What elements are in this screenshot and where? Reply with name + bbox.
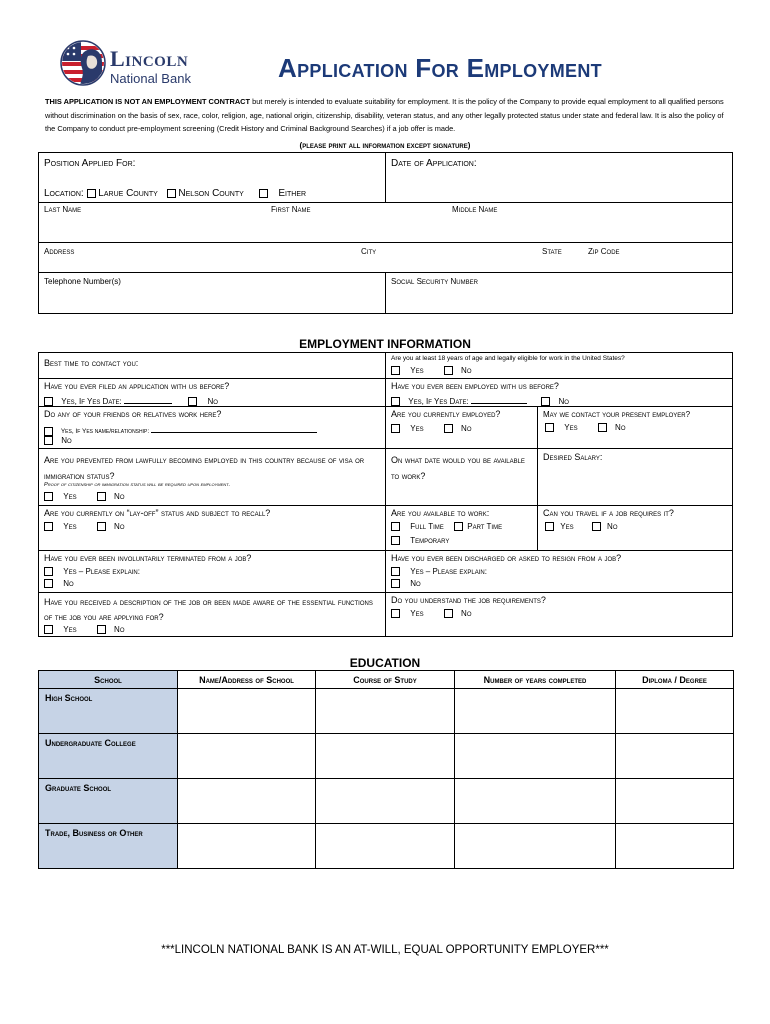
received-yes-checkbox[interactable] [44, 625, 53, 634]
filed-yes-label: Yes, If Yes Date: [61, 397, 122, 406]
layoff-no-label: No [114, 522, 125, 531]
prevented-no-label: No [114, 492, 125, 501]
position-applied-label[interactable]: Position Applied For: [44, 158, 136, 169]
zip-label[interactable]: Zip Code [588, 247, 620, 256]
prevented-question: Are you prevented from lawfully becoming employed in this country because of visa or immigration status? [44, 455, 365, 481]
edu-row-label: Graduate School [39, 779, 178, 824]
edu-header-school: School [39, 671, 178, 689]
edu-cell[interactable] [455, 779, 616, 824]
edu-row-high-school [39, 689, 734, 734]
print-note: (please print all information except signature) [299, 141, 471, 150]
understand-no-checkbox[interactable] [444, 609, 453, 618]
received-no-label: No [114, 625, 125, 634]
layoff-yes-label: Yes [63, 522, 77, 531]
edu-row-undergraduate [39, 734, 734, 779]
employed-no-label: No [558, 397, 569, 406]
age-options [391, 366, 472, 375]
terminated-yes-checkbox[interactable] [44, 567, 53, 576]
discharged-yes-row [391, 567, 487, 576]
edu-row-label: Trade, Business or Other [39, 824, 178, 869]
either-checkbox[interactable] [259, 189, 268, 198]
intro-paragraph [45, 95, 725, 136]
may-contact-question: May we contact your present employer? [543, 410, 691, 419]
received-description-question: Have you received a description of the job or been made aware of the essential functions of the job you are applying for? [44, 597, 373, 622]
location-label: Location: [44, 188, 84, 199]
discharged-question: Have you ever been discharged or asked to resign from a job? [391, 553, 622, 563]
received-description-options [44, 625, 125, 634]
current-yes-label: Yes [410, 424, 424, 433]
terminated-no-label: No [63, 579, 74, 588]
travel-question: Can you travel if a job requires it? [543, 508, 674, 518]
edu-header-years: Number of years completed [455, 671, 616, 689]
footer-statement: ***LINCOLN NATIONAL BANK IS AN AT-WILL, EQUAL OPPORTUNITY EMPLOYER*** [161, 944, 609, 956]
employment-section-title: EMPLOYMENT INFORMATION [299, 337, 471, 351]
available-to-work-options [391, 522, 502, 531]
travel-yes-checkbox[interactable] [545, 522, 554, 531]
layoff-question: Are you currently on “lay-off” status and subject to recall? [44, 508, 271, 518]
temporary-checkbox[interactable] [391, 536, 400, 545]
contact-yes-label: Yes [564, 423, 578, 432]
address-label[interactable]: Address [44, 247, 75, 256]
intro-text: but merely is intended to evaluate suitability for employment. It is the policy of the Company to provide equal employment to all qualified persons without discrimination on the basis of sex, race, color, religion, age, national origin, citizenship, disability, veteran status, and any other legally protected status under state and federal law. It is also the policy of the Company to conduct pre-employment screening (Credit History and Criminal Background Searches) if a job offer is made. [45, 97, 724, 133]
edu-cell[interactable] [455, 689, 616, 734]
state-label[interactable]: State [542, 247, 562, 256]
contact-no-checkbox[interactable] [598, 423, 607, 432]
age-question: Are you at least 18 years of age and legally eligible for work in the United States? [391, 355, 625, 362]
employed-yes-checkbox[interactable] [391, 397, 400, 406]
last-name-label[interactable]: Last Name [44, 205, 82, 214]
logo-name: Lincoln [110, 46, 189, 71]
edu-row-label: High School [39, 689, 178, 734]
edu-header-name-address: Name/Address of School [178, 671, 316, 689]
available-date-question[interactable]: On what date would you be available to work? [391, 455, 525, 481]
temporary-label: Temporary [410, 536, 450, 545]
friends-yes-checkbox[interactable] [44, 427, 53, 436]
telephone-label[interactable]: Telephone Number(s) [44, 277, 121, 286]
edu-cell[interactable] [316, 824, 455, 869]
received-yes-label: Yes [63, 625, 77, 634]
middle-name-label[interactable]: Middle Name [452, 205, 498, 214]
edu-cell[interactable] [616, 824, 734, 869]
edu-row-graduate [39, 779, 734, 824]
layoff-options [44, 522, 125, 531]
edu-cell[interactable] [178, 779, 316, 824]
age-yes-label: Yes [410, 366, 424, 375]
part-time-checkbox[interactable] [454, 522, 463, 531]
page-title: Application For Employment [278, 53, 602, 83]
friends-question: Do any of your friends or relatives work here? [44, 409, 222, 419]
discharged-no-row [391, 579, 421, 588]
proof-note: Proof of citizenship or immigration status will be required upon employment. [44, 482, 231, 488]
friends-no-row [44, 436, 72, 445]
discharged-no-label: No [410, 579, 421, 588]
layoff-no-checkbox[interactable] [97, 522, 106, 531]
filed-date-line[interactable] [124, 395, 172, 404]
logo [58, 38, 108, 88]
understand-requirements-question: Do you understand the job requirements? [391, 595, 546, 605]
best-time-label[interactable]: Best time to contact you: [44, 358, 139, 368]
edu-cell[interactable] [178, 824, 316, 869]
part-time-label: Part Time [467, 522, 503, 531]
education-table [38, 670, 733, 868]
edu-cell[interactable] [455, 734, 616, 779]
city-label[interactable]: City [361, 247, 377, 256]
terminated-no-row [44, 579, 74, 588]
current-no-checkbox[interactable] [444, 424, 453, 433]
age-no-checkbox[interactable] [444, 366, 453, 375]
travel-no-checkbox[interactable] [592, 522, 601, 531]
friends-name-line[interactable] [151, 424, 317, 433]
understand-requirements-options [391, 609, 472, 618]
filed-no-checkbox[interactable] [188, 397, 197, 406]
lincoln-flag-logo-icon [58, 38, 108, 88]
date-of-application-label[interactable]: Date of Application: [391, 158, 477, 169]
prevented-options [44, 492, 125, 501]
edu-cell[interactable] [178, 689, 316, 734]
larue-label: Larue County [98, 188, 158, 199]
friends-yes-row [44, 424, 317, 436]
nelson-checkbox[interactable] [167, 189, 176, 198]
current-yes-checkbox[interactable] [391, 424, 400, 433]
location-row [44, 188, 306, 199]
employed-date-line[interactable] [471, 395, 527, 404]
terminated-yes-label: Yes – Please explain: [63, 567, 140, 576]
edu-header-diploma: Diploma / Degree [616, 671, 734, 689]
prevented-no-checkbox[interactable] [97, 492, 106, 501]
travel-yes-label: Yes [560, 522, 574, 531]
desired-salary-label[interactable]: Desired Salary: [543, 452, 603, 462]
education-section-title: EDUCATION [349, 656, 421, 670]
filed-no-label: No [207, 397, 218, 406]
larue-checkbox[interactable] [87, 189, 96, 198]
filed-before-options [44, 395, 218, 406]
edu-row-trade [39, 824, 734, 869]
temporary-option [391, 536, 449, 545]
edu-cell[interactable] [178, 734, 316, 779]
terminated-no-checkbox[interactable] [44, 579, 53, 588]
edu-cell[interactable] [616, 779, 734, 824]
age-yes-checkbox[interactable] [391, 366, 400, 375]
filed-yes-checkbox[interactable] [44, 397, 53, 406]
friends-no-label: No [61, 436, 72, 445]
edu-cell[interactable] [616, 734, 734, 779]
understand-no-label: No [461, 609, 472, 618]
either-label: Either [278, 188, 307, 199]
intro-bold: THIS APPLICATION IS NOT AN EMPLOYMENT CONTRACT [45, 97, 251, 106]
terminated-yes-row [44, 567, 140, 576]
employed-before-options [391, 395, 569, 406]
edu-cell[interactable] [316, 779, 455, 824]
current-no-label: No [461, 424, 472, 433]
prevented-yes-label: Yes [63, 492, 77, 501]
filed-before-question: Have you ever filed an application with us before? [44, 381, 230, 391]
edu-cell[interactable] [616, 689, 734, 734]
may-contact-options [545, 423, 626, 432]
employed-yes-label: Yes, If Yes Date: [408, 397, 469, 406]
discharged-yes-checkbox[interactable] [391, 567, 400, 576]
prevented-yes-checkbox[interactable] [44, 492, 53, 501]
edu-header-course: Course of Study [316, 671, 455, 689]
understand-yes-checkbox[interactable] [391, 609, 400, 618]
contact-yes-checkbox[interactable] [545, 423, 554, 432]
age-no-label: No [461, 366, 472, 375]
first-name-label[interactable]: First Name [271, 205, 311, 214]
edu-row-label: Undergraduate College [39, 734, 178, 779]
friends-yes-label: Yes, If Yes name/relationship: [60, 428, 150, 435]
currently-employed-question: Are you currently employed? [391, 409, 501, 419]
edu-cell[interactable] [316, 689, 455, 734]
logo-subtitle: National Bank [110, 71, 191, 86]
received-no-checkbox[interactable] [97, 625, 106, 634]
edu-cell[interactable] [455, 824, 616, 869]
layoff-yes-checkbox[interactable] [44, 522, 53, 531]
employed-before-question: Have you ever been employed with us before? [391, 381, 559, 391]
nelson-label: Nelson County [178, 188, 244, 199]
contact-no-label: No [615, 423, 626, 432]
friends-no-checkbox[interactable] [44, 436, 53, 445]
available-to-work-question: Are you available to work: [391, 508, 490, 518]
travel-no-label: No [607, 522, 618, 531]
full-time-label: Full Time [410, 522, 444, 531]
terminated-question: Have you ever been involuntarily terminated from a job? [44, 553, 252, 563]
discharged-no-checkbox[interactable] [391, 579, 400, 588]
currently-employed-options [391, 424, 472, 433]
discharged-yes-label: Yes – Please explain: [410, 567, 487, 576]
edu-cell[interactable] [316, 734, 455, 779]
travel-options [545, 522, 618, 531]
employed-no-checkbox[interactable] [541, 397, 550, 406]
ssn-label[interactable]: Social Security Number [391, 277, 478, 286]
full-time-checkbox[interactable] [391, 522, 400, 531]
understand-yes-label: Yes [410, 609, 424, 618]
